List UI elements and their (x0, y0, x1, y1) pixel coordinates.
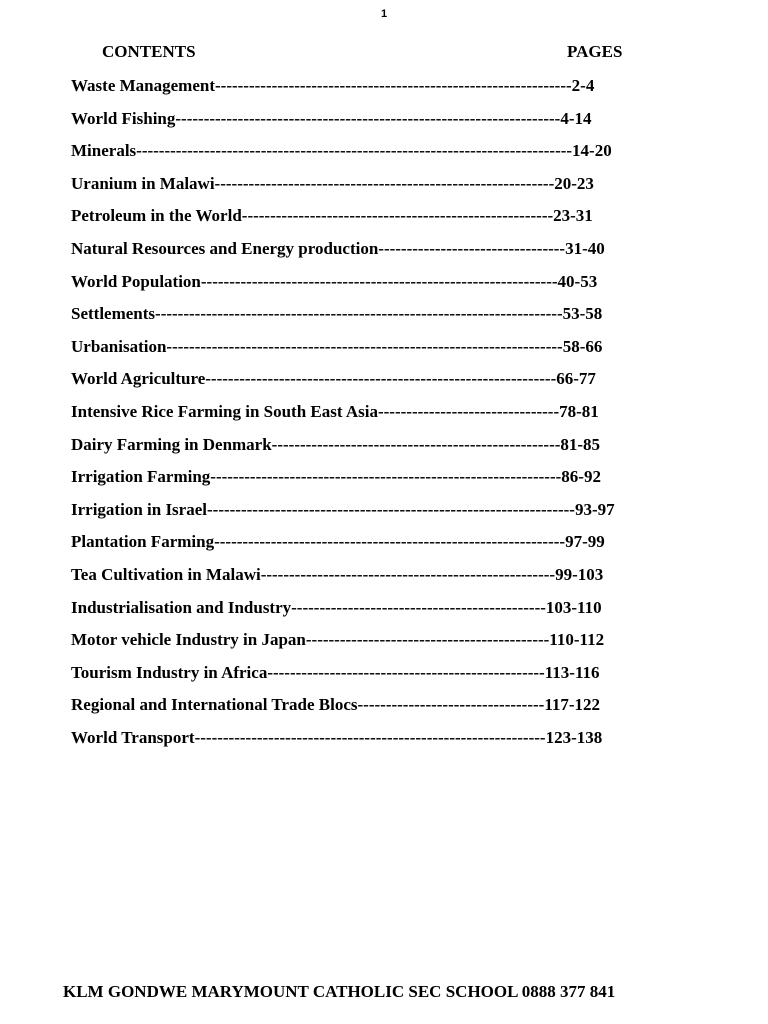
toc-entry: Regional and International Trade Blocs---------------------------------117-122 (71, 695, 601, 715)
toc-entry: Tea Cultivation in Malawi----------------------------------------------------99-103 (71, 564, 604, 584)
toc-entry: Intensive Rice Farming in South East Asia--------------------------------78-81 (71, 401, 599, 421)
toc-entry: Petroleum in the World-------------------------------------------------------23-31 (71, 206, 593, 226)
toc-entry: Irrigation in Israel-----------------------------------------------------------------93-97 (71, 499, 615, 519)
toc-entry: World Agriculture--------------------------------------------------------------66-77 (71, 369, 596, 389)
toc-entry: World Transport--------------------------------------------------------------123-138 (71, 727, 603, 747)
toc-entry: Natural Resources and Energy production---------------------------------31-40 (71, 238, 605, 258)
toc-entry: Irrigation Farming--------------------------------------------------------------86-92 (71, 467, 601, 487)
toc-entry: Waste Management---------------------------------------------------------------2-4 (71, 76, 595, 95)
toc-entry: Dairy Farming in Denmark---------------------------------------------------81-85 (71, 434, 601, 454)
toc-entry: Tourism Industry in Africa-------------------------------------------------113-116 (71, 662, 600, 682)
toc-entry: Motor vehicle Industry in Japan-------------------------------------------110-112 (71, 630, 605, 650)
toc-entry: Minerals-----------------------------------------------------------------------------14-20 (71, 141, 612, 161)
contents-heading: CONTENTS (102, 42, 196, 61)
table-of-contents (71, 73, 671, 757)
toc-entry: Uranium in Malawi------------------------------------------------------------20-23 (71, 173, 594, 193)
toc-entry: World Population---------------------------------------------------------------40-53 (71, 271, 598, 291)
school-footer: KLM GONDWE MARYMOUNT CATHOLIC SEC SCHOOL 0888 377 841 (63, 982, 616, 1001)
toc-entry: World Fishing--------------------------------------------------------------------4-14 (71, 108, 592, 128)
toc-entry: Urbanisation----------------------------------------------------------------------58-66 (71, 336, 603, 356)
toc-heading-row (0, 42, 768, 62)
toc-entry: Plantation Farming--------------------------------------------------------------97-99 (71, 532, 605, 552)
toc-entry: Settlements------------------------------------------------------------------------53-58 (71, 304, 603, 324)
toc-entry: Industrialisation and Industry---------------------------------------------103-110 (71, 597, 602, 617)
pages-heading: PAGES (567, 42, 623, 61)
page-number: 1 (380, 8, 388, 20)
